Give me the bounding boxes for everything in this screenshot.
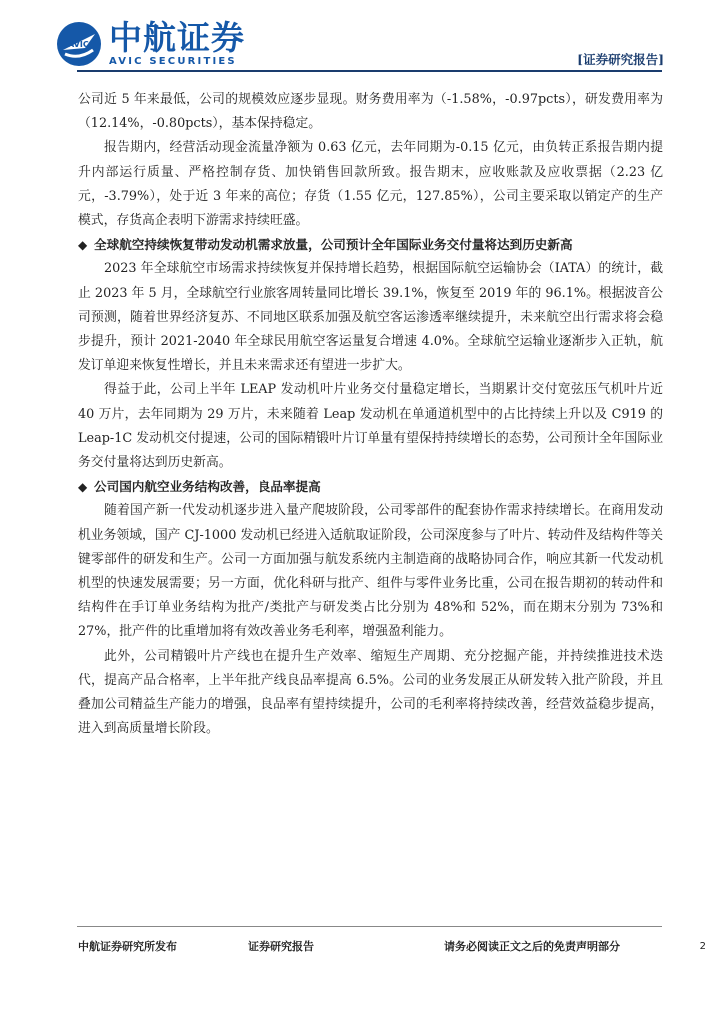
section-heading-text: 全球航空持续恢复带动发动机需求放量，公司预计全年国际业务交付量将达到历史新高 xyxy=(94,237,573,253)
avic-logo-icon xyxy=(55,20,103,68)
svg-text:AVIC: AVIC xyxy=(68,40,89,49)
paragraph-leap-delivery: 得益于此，公司上半年 LEAP 发动机叶片业务交付量稳定增长，当期累计交付宽弦压气机叶片近 40 万片，去年同期为 29 万片，未来随着 Leap 发动机在单通道机型中的占比持续上升以及 C919 的 Leap-1C 发动机交付提速，公司的国际精锻叶片订单量有望保持持续增长的态势，公司预计全年国际业务交付量将达到历史新高。 xyxy=(78,382,663,471)
header-divider xyxy=(77,70,662,72)
section-heading-text: 公司国内航空业务结构改善，良品率提高 xyxy=(94,479,321,495)
footer-publisher: 中航证券研究所发布 xyxy=(78,940,177,953)
paragraph-domestic-structure: 随着国产新一代发动机逐步进入量产爬坡阶段，公司零部件的配套协作需求持续增长。在商用发动机业务领域，国产 CJ-1000 发动机已经进入适航取证阶段，公司深度参与了叶片、转动件及结构件等关键零部件的研发和生产。公司一方面加强与航发系统内主制造商的战略协同合作，响应其新一代发动机机型的快速发展需要；另一方面，优化科研与批产、组件与零件业务比重，公司在报告期初的转动件和结构件在手订单业务结构为批产/类批产与研发类占比分别为 48%和 52%，而在期末分别为 73%和 27%，批产件的比重增加将有效改善业务毛利率，增强盈利能力。 xyxy=(78,503,663,640)
logo-chinese-name: 中航证券 xyxy=(109,18,245,57)
diamond-bullet-icon: ◆ xyxy=(78,480,88,495)
footer-divider xyxy=(77,926,662,927)
paragraph-global-market: 2023 年全球航空市场需求持续恢复并保持增长趋势，根据国际航空运输协会（IATA）的统计，截止 2023 年 5 月，全球航空行业旅客周转量同比增长 39.1%，恢复至 2019 年的 96.1%。根据波音公司预测，随着世界经济复苏、不同地区联系加强及航空客运渗透率继续提升，未来航空出行需求将会稳步提升，预计 2021-2040 年全球民用航空客运量复合增速 4.0%。全球航空运输业逐渐步入正轨，航发订单迎来恢复性增长，并且未来需求还有望进一步扩大。 xyxy=(78,261,663,374)
report-type-tag: [证券研究报告] xyxy=(577,52,664,67)
paragraph-cashflow: 报告期内，经营活动现金流量净额为 0.63 亿元，去年同期为-0.15 亿元，由负转正系报告期内提升内部运行质量、严格控制存货、加快销售回款所致。报告期末，应收账款及应收票据（2.23 亿元，-3.79%），处于近 3 年来的高位；存货（1.55 亿元，127.85%），公司主要采取以销定产的生产模式，存货高企表明下游需求持续旺盛。 xyxy=(78,140,663,229)
paragraph-yield-rate: 此外，公司精锻叶片产线也在提升生产效率、缩短生产周期、充分挖掘产能，并持续推进技术迭代，提高产品合格率，上半年批产线良品率提高 6.5%。公司的业务发展正从研发转入批产阶段，并且叠加公司精益生产能力的增强，良品率有望持续提升，公司的毛利率将持续改善，经营效益稳步提高，进入到高质量增长阶段。 xyxy=(78,648,663,737)
page-header xyxy=(0,0,724,74)
footer-disclaimer: 请务必阅读正文之后的免责声明部分 xyxy=(444,940,620,953)
footer-report-type: 证券研究报告 xyxy=(248,940,314,953)
section-heading-domestic xyxy=(78,475,663,499)
report-body xyxy=(78,88,663,741)
page-number: 2 xyxy=(699,941,706,952)
section-heading-global-aviation xyxy=(78,233,663,257)
paragraph-continuation: 公司近 5 年来最低，公司的规模效应逐步显现。财务费用率为（-1.58%，-0.97pcts），研发费用率为（12.14%，-0.80pcts），基本保持稳定。 xyxy=(78,92,663,132)
company-logo xyxy=(55,20,245,68)
diamond-bullet-icon: ◆ xyxy=(78,238,88,253)
logo-english-name: AVIC SECURITIES xyxy=(109,56,237,67)
